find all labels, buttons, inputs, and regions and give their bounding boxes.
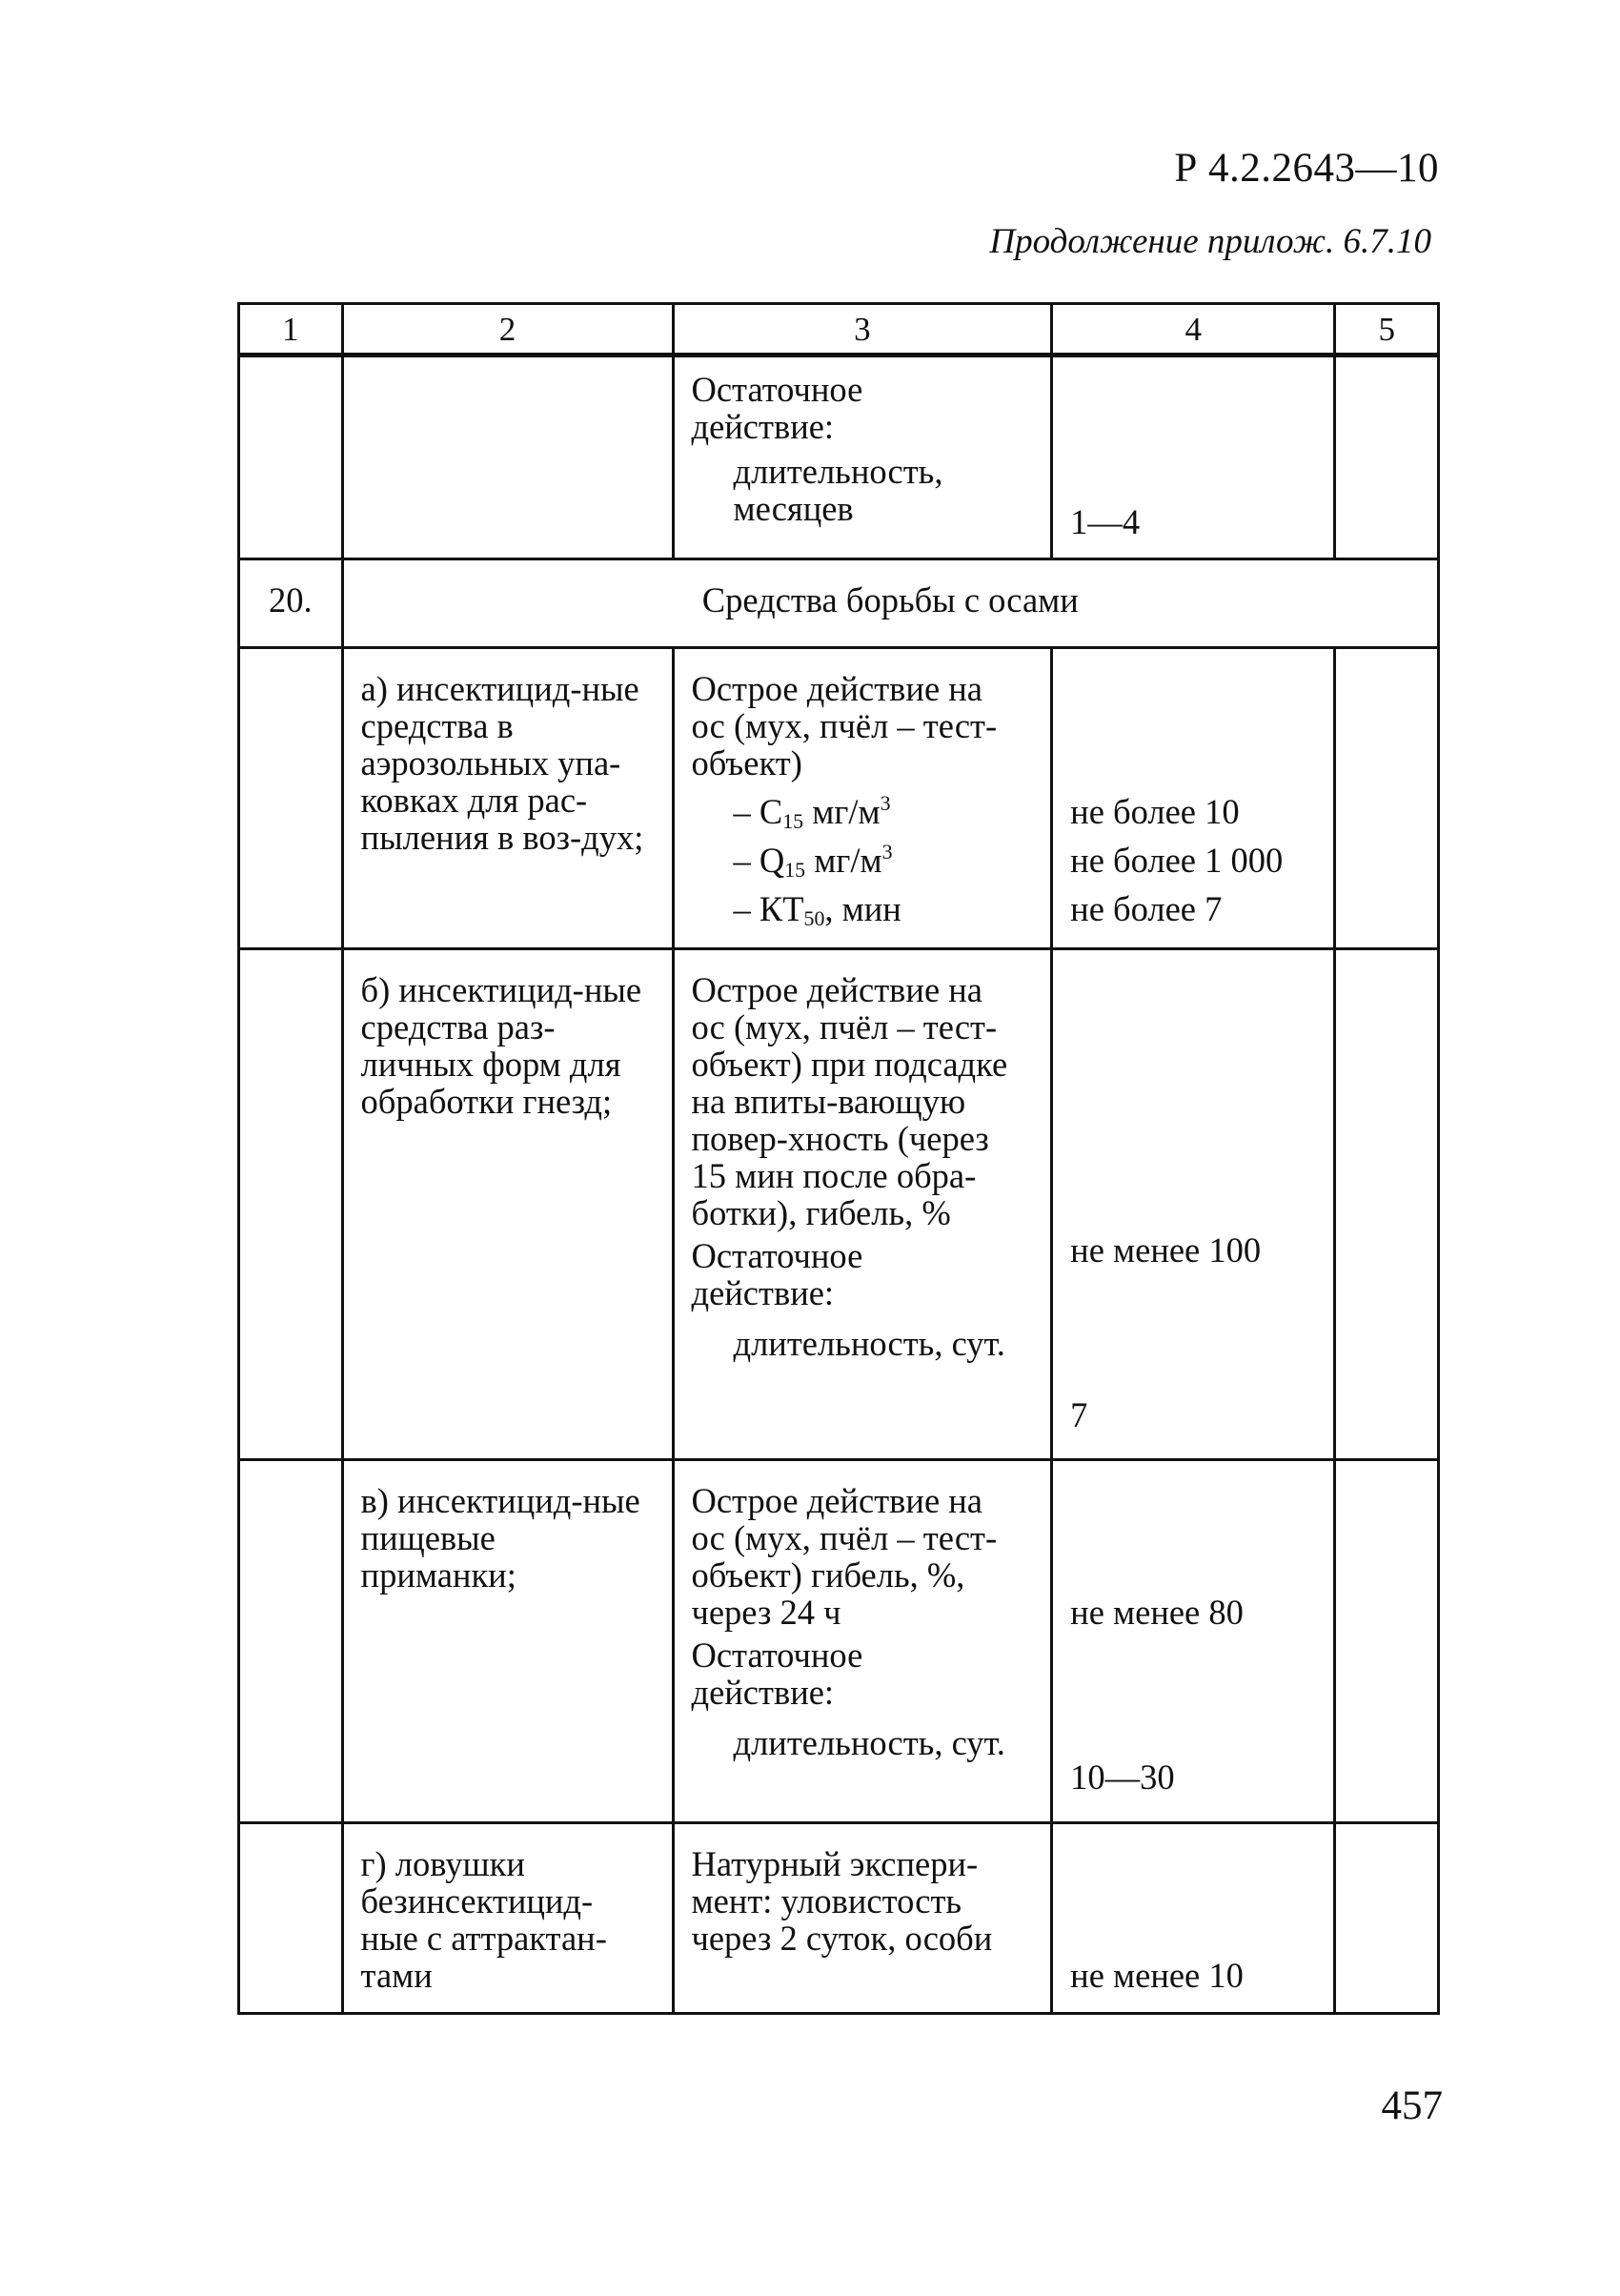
column-header-1: 1 [239, 304, 343, 356]
section-row [239, 559, 1439, 648]
cell-norm [1052, 1823, 1335, 2014]
metric-value: не более 10 [1070, 792, 1240, 831]
duration-value: 7 [1070, 1395, 1088, 1434]
cell-number [239, 1460, 343, 1823]
residual-label: Остаточное действие: [691, 370, 863, 446]
section-title-cell [342, 559, 1438, 648]
duration-value: 10—30 [1070, 1758, 1175, 1797]
test-value: не менее 100 [1070, 1230, 1262, 1270]
cell-note [1335, 648, 1439, 949]
metric-label: – $C_{15}$ $мг/м^3$ [733, 791, 891, 833]
test-text: Натурный экспери-мент: уловистость через 2 суток, особи [691, 1844, 993, 1958]
table-row [239, 648, 1439, 949]
cell-norm [1052, 1460, 1335, 1823]
test-value: не менее 80 [1070, 1593, 1244, 1632]
column-header-4: 4 [1052, 304, 1335, 356]
cell-note [1335, 949, 1439, 1460]
continuation-note: Продолжение прилож. 6.7.10 [989, 222, 1431, 261]
metric-label: – $Q_{15}$ $мг/м^3$ [733, 840, 893, 882]
page-number: 457 [1381, 2083, 1443, 2128]
cell-agent [342, 1823, 673, 2014]
test-text: Острое действие на ос (мух, пчёл – тест-объект) гибель, %, через 24 ч [691, 1481, 998, 1632]
residual-label: Остаточное действие: [691, 1236, 863, 1312]
agent-name: в) инсектицид-ные пищевые приманки; [360, 1481, 640, 1595]
cell-agent [342, 1460, 673, 1823]
section-number-text: 20. [268, 580, 313, 620]
column-header-5: 5 [1335, 304, 1439, 356]
carryover-row [239, 356, 1439, 559]
cell-number [239, 356, 343, 559]
table-row [239, 1460, 1439, 1823]
test-text: Острое действие на ос (мух, пчёл – тест-объект) при подсадке на впиты-вающую повер-хность (через 15 мин после обра-ботки), гибель, % [691, 970, 1008, 1232]
cell-norm [1052, 648, 1335, 949]
cell-indicator [673, 949, 1052, 1460]
metric-label: – $КТ_{50}$, мин [733, 889, 901, 930]
cell-number [239, 648, 343, 949]
agent-name: а) инсектицид-ные средства в аэрозольных упа-ковках для рас-пыления в воз-дух; [360, 669, 644, 857]
table-row [239, 949, 1439, 1460]
test-value: не менее 10 [1070, 1956, 1244, 1995]
residual-label: Остаточное действие: [691, 1636, 863, 1712]
column-header-2: 2 [342, 304, 673, 356]
section-number [239, 559, 343, 648]
duration-label: длительность, сут. [733, 1324, 1005, 1363]
agent-name: г) ловушки безинсектицид-ные с аттрактан-тами [360, 1844, 607, 1995]
section-title: Средства борьбы с осами [701, 580, 1079, 620]
cell-indicator [673, 1823, 1052, 2014]
test-intro: Острое действие на ос (мух, пчёл – тест-объект) [691, 669, 998, 782]
cell-indicator [673, 1460, 1052, 1823]
cell-agent [342, 949, 673, 1460]
metric-value: не более 1 000 [1070, 841, 1284, 880]
column-header-3: 3 [673, 304, 1052, 356]
cell-note [1335, 356, 1439, 559]
column-header-row [239, 304, 1439, 356]
cell-number [239, 1823, 343, 2014]
table-row [239, 1823, 1439, 2014]
cell-number [239, 949, 343, 1460]
cell-agent [342, 356, 673, 559]
document-code: Р 4.2.2643—10 [1174, 146, 1439, 191]
cell-norm [1052, 949, 1335, 1460]
cell-indicator [673, 356, 1052, 559]
specification-table [237, 302, 1440, 2015]
cell-note [1335, 1823, 1439, 2014]
duration-label: длительность, месяцев [733, 452, 943, 528]
metric-value: не более 7 [1070, 889, 1223, 928]
cell-note [1335, 1460, 1439, 1823]
duration-value: 1—4 [1070, 502, 1141, 541]
duration-label: длительность, сут. [733, 1723, 1005, 1762]
agent-name: б) инсектицид-ные средства раз-личных форм для обработки гнезд; [360, 970, 642, 1121]
cell-agent [342, 648, 673, 949]
cell-indicator [673, 648, 1052, 949]
cell-norm [1052, 356, 1335, 559]
